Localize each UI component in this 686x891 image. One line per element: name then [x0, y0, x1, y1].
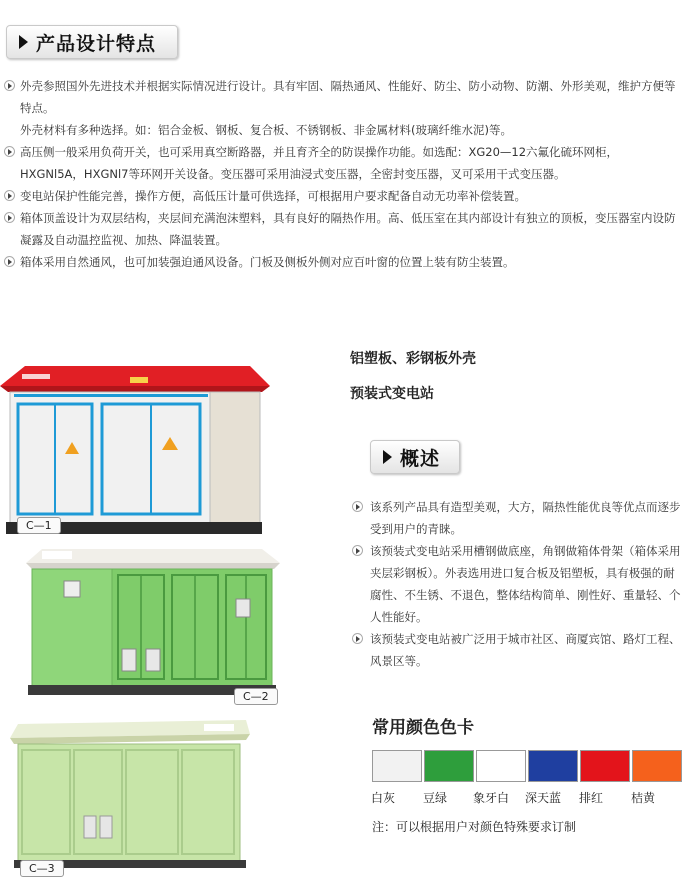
section-header-overview [370, 440, 460, 474]
list-item: 外壳材料有多种选择。如：铝合金板、钢板、复合板、不锈钢板、非金属材料(玻璃纤维水泥)等。 [20, 123, 512, 137]
list-item: 外壳参照国外先进技术并根据实际情况进行设计。具有牢固、隔热通风、性能好、防尘、防小动物、防潮、外形美观，维护方便等特点。 [4, 75, 680, 119]
section-title: 概述 [400, 447, 441, 470]
product-headline-type: 预装式变电站 [350, 386, 434, 402]
list-item: 该预装式变电站被广泛用于城市社区、商厦宾馆、路灯工程、风景区等。 [352, 628, 684, 672]
product-caption-c2: C—2 [234, 688, 278, 705]
color-card-title: 常用颜色色卡 [372, 718, 474, 738]
color-swatch-deep-sky-blue [528, 750, 578, 782]
color-label: 深天蓝 [524, 791, 561, 805]
substation-image-c2 [22, 545, 284, 705]
design-features-list [4, 75, 680, 273]
bullet-arrow-icon [352, 545, 363, 556]
bullet-arrow-icon [4, 256, 15, 267]
bullet-arrow-icon [4, 146, 15, 157]
bullet-arrow-icon [4, 190, 15, 201]
overview-list [352, 496, 684, 672]
color-swatch-white-gray [372, 750, 422, 782]
product-headline-shell: 铝塑板、彩钢板外壳 [350, 351, 476, 367]
play-arrow-icon [19, 35, 28, 49]
color-swatch-orange [632, 750, 682, 782]
color-swatch-ivory-white [476, 750, 526, 782]
bullet-arrow-icon [4, 212, 15, 223]
list-item: 箱体顶盖设计为双层结构，夹层间充满泡沫塑料，具有良好的隔热作用。高、低压室在其内部设计有独立的顶板，变压器室内设防凝露及自动温控监视、加热、降温装置。 [4, 207, 680, 251]
bullet-arrow-icon [352, 501, 363, 512]
section-title: 产品设计特点 [36, 32, 157, 55]
section-header-design-features [6, 25, 178, 59]
list-item: 该系列产品具有造型美观，大方，隔热性能优良等优点而逐步受到用户的青睐。 [352, 496, 684, 540]
color-swatch-bean-green [424, 750, 474, 782]
color-label: 排红 [578, 791, 603, 805]
list-item: 变电站保护性能完善，操作方便，高低压计量可供选择，可根据用户要求配备自动无功率补偿装置。 [4, 185, 680, 207]
color-note: 注：可以根据用户对颜色特殊要求订制 [372, 820, 577, 834]
substation-image-c3 [8, 712, 253, 872]
color-label: 桔黄 [630, 791, 655, 805]
bullet-arrow-icon [352, 633, 363, 644]
substation-image-c1 [0, 362, 275, 542]
play-arrow-icon [383, 450, 392, 464]
color-label: 白灰 [370, 791, 395, 805]
list-item: 高压侧一般采用负荷开关，也可采用真空断路器，并且育齐全的防误操作功能。如选配：XG20—12六氟化硫环网柜，HXGNl5A，HXGNl7等环网开关设备。变压器可采用油浸式变压器，全密封变压器，叉可采用干式变压器。 [4, 141, 680, 185]
list-item: 该预装式变电站采用槽钢做底座，角钢做箱体骨架（箱体采用夹层彩钢板）。外表选用进口复合板及铝塑板，具有极强的耐腐性、不生锈、不退色，整体结构简单、刚性好、重量轻、个人性能好。 [352, 540, 684, 628]
color-label: 豆绿 [422, 791, 447, 805]
product-caption-c1: C—1 [17, 517, 61, 534]
list-item: 箱体采用自然通风，也可加装强迫通风设备。门板及侧板外侧对应百叶窗的位置上装有防尘装置。 [4, 251, 680, 273]
product-caption-c3: C—3 [20, 860, 64, 877]
color-swatch-red [580, 750, 630, 782]
bullet-arrow-icon [4, 80, 15, 91]
color-label: 象牙白 [472, 791, 509, 805]
